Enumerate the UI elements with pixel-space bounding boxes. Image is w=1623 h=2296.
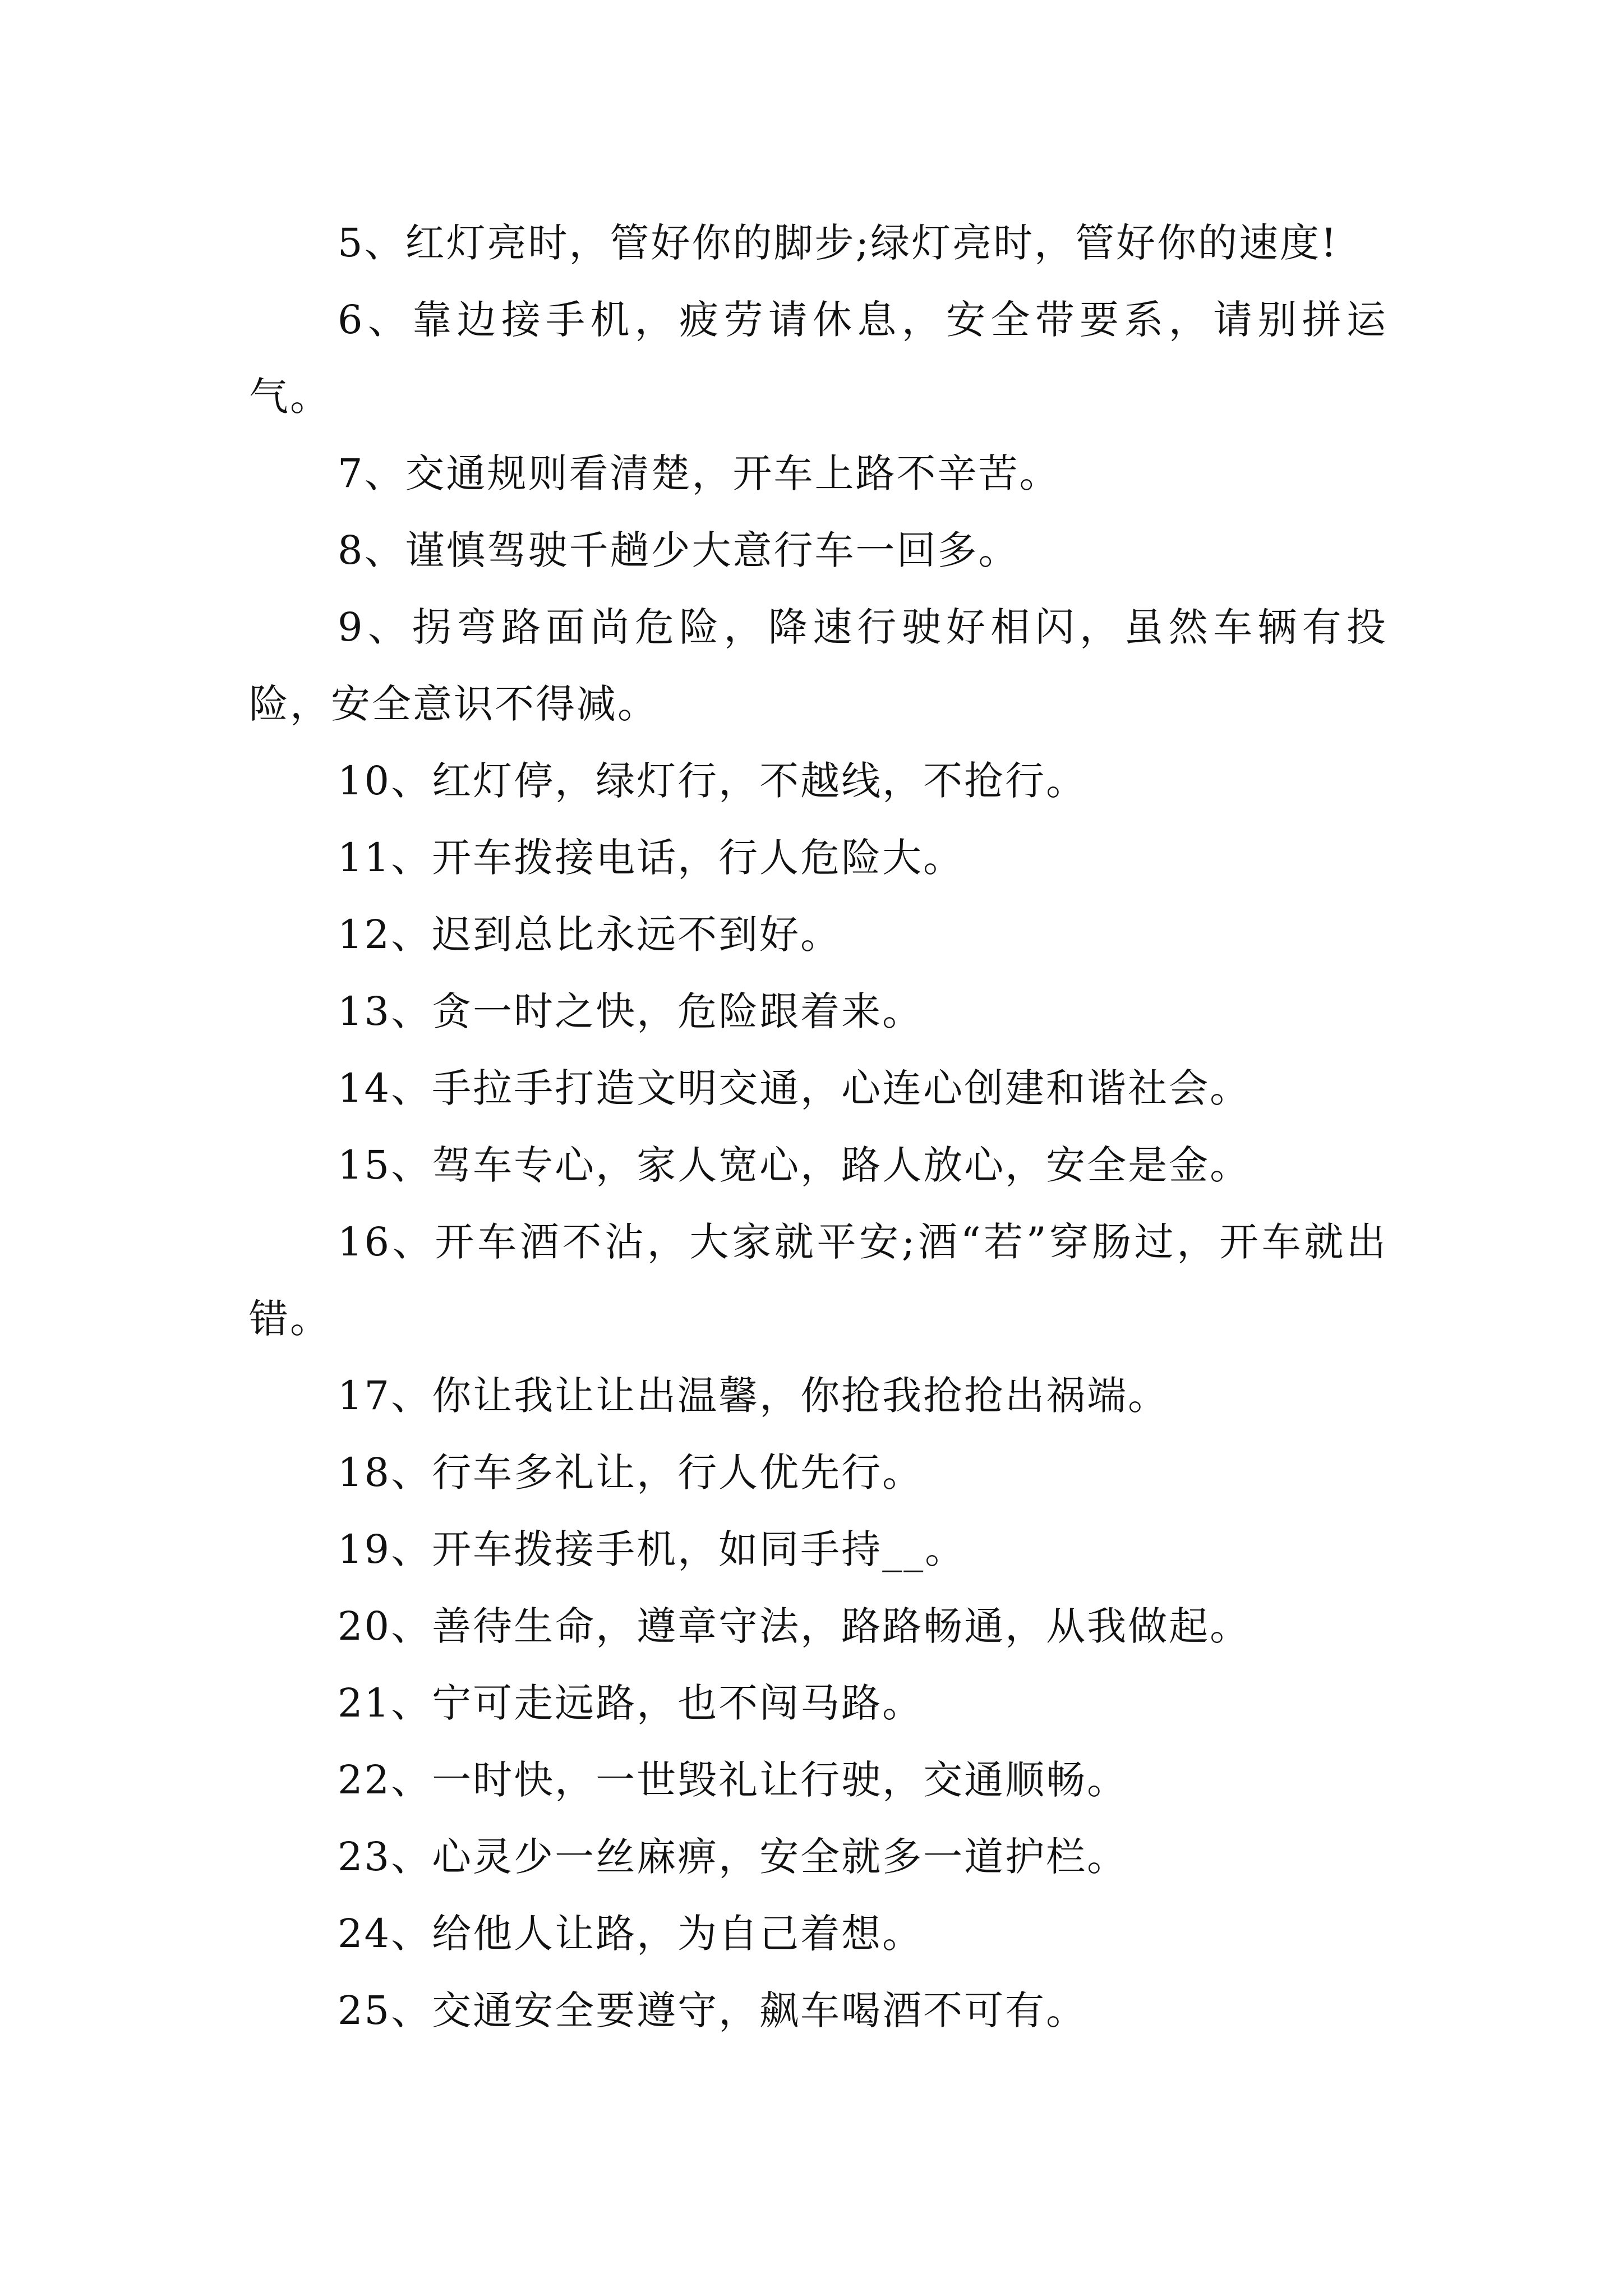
paragraph-6: 6、靠边接手机，疲劳请休息，安全带要系，请别拼运气。 — [249, 297, 1387, 420]
paragraph-24: 24、给他人让路，为自己着想。 — [338, 1911, 924, 1957]
paragraph-10: 10、红灯停，绿灯行，不越线，不抢行。 — [338, 758, 1087, 804]
paragraph-18: 18、行车多礼让，行人优先行。 — [338, 1450, 924, 1496]
paragraph-23: 23、心灵少一丝麻痹，安全就多一道护栏。 — [338, 1834, 1128, 1880]
paragraph-13: 13、贪一时之快，危险跟着来。 — [338, 988, 924, 1034]
paragraph-16: 16、开车酒不沾，大家就平安;酒“若”穿肠过，开车就出错。 — [249, 1219, 1387, 1342]
paragraph-20: 20、善待生命，遵章守法，路路畅通，从我做起。 — [338, 1603, 1251, 1649]
paragraph-25: 25、交通安全要遵守，飙车喝酒不可有。 — [338, 1987, 1087, 2033]
paragraph-5: 5、红灯亮时，管好你的脚步;绿灯亮时，管好你的速度! — [338, 220, 1339, 266]
paragraph-9: 9、拐弯路面尚危险，降速行驶好相闪，虽然车辆有投险，安全意识不得减。 — [249, 604, 1387, 727]
paragraph-21: 21、宁可走远路，也不闯马路。 — [338, 1680, 924, 1726]
paragraph-11: 11、开车拨接电话，行人危险大。 — [338, 835, 965, 881]
paragraph-12: 12、迟到总比永远不到好。 — [338, 912, 842, 958]
paragraph-17: 17、你让我让让出温馨，你抢我抢抢出祸端。 — [338, 1373, 1169, 1419]
paragraph-8: 8、谨慎驾驶千趟少大意行车一回多。 — [338, 527, 1020, 573]
paragraph-22: 22、一时快，一世毁礼让行驶，交通顺畅。 — [338, 1757, 1128, 1803]
document-body — [249, 205, 1387, 2049]
paragraph-19: 19、开车拨接手机，如同手持__。 — [338, 1526, 966, 1572]
paragraph-15: 15、驾车专心，家人宽心，路人放心，安全是金。 — [338, 1142, 1251, 1188]
paragraph-7: 7、交通规则看清楚，开车上路不辛苦。 — [338, 450, 1061, 496]
paragraph-14: 14、手拉手打造文明交通，心连心创建和谐社会。 — [338, 1065, 1251, 1111]
